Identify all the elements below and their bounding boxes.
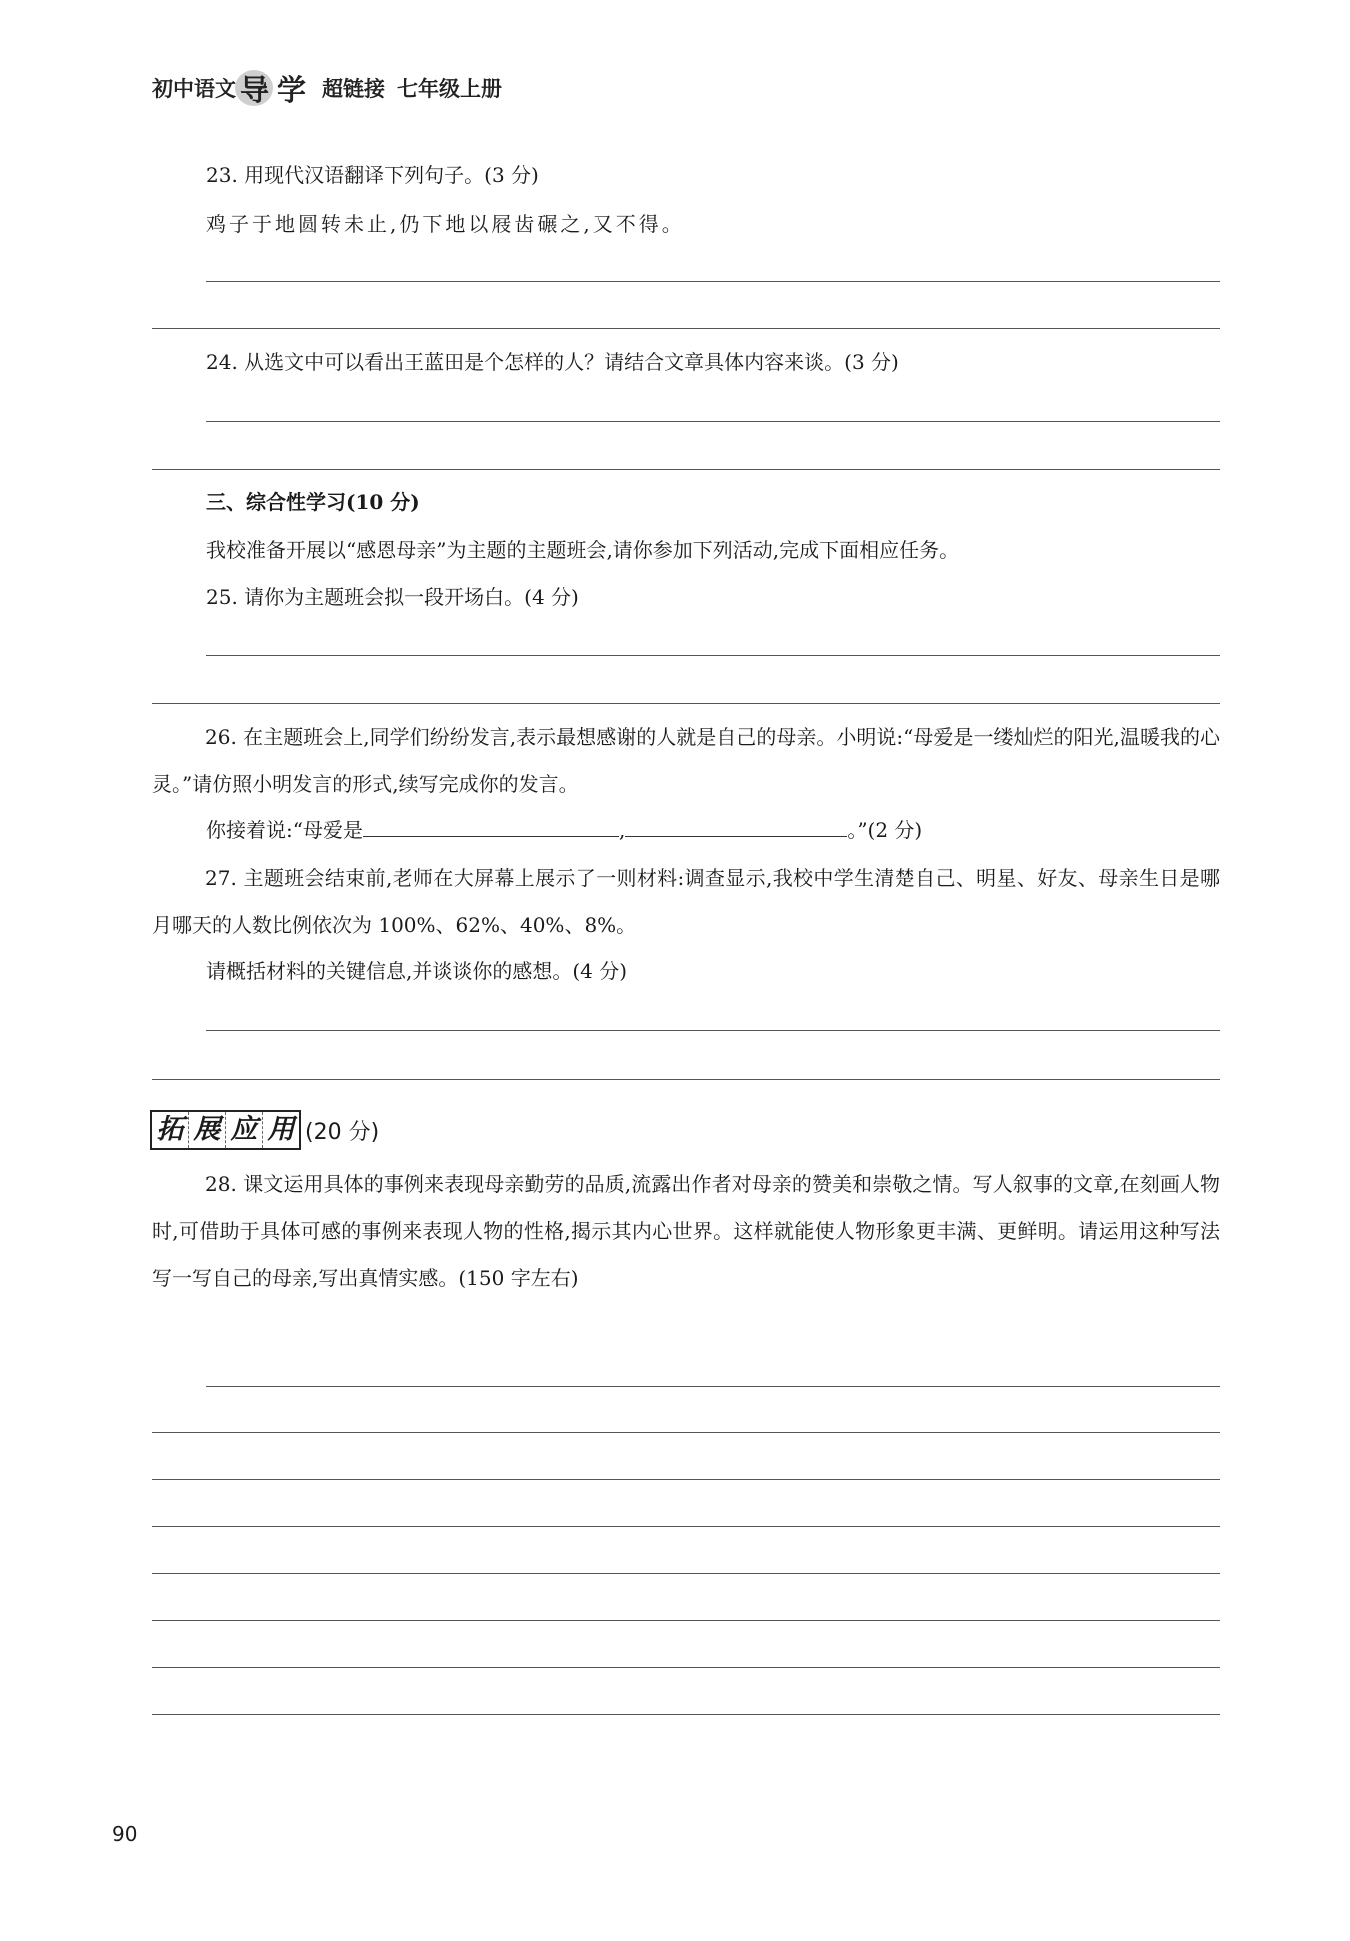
- expand-char-2: 展: [189, 1112, 226, 1148]
- q27-text: 27. 主题班会结束前,老师在大屏幕上展示了一则材料:调查显示,我校中学生清楚自己、明星、好友、母亲生日是哪月哪天的人数比例依次为 100%、62%、40%、8%。: [152, 866, 1220, 937]
- q26-text: 26. 在主题班会上,同学们纷纷发言,表示最想感谢的人就是自己的母亲。小明说:“母爱是一缕灿烂的阳光,温暖我的心灵。”请仿照小明发言的形式,续写完成你的发言。: [152, 725, 1220, 796]
- q27-answer-line-1[interactable]: [206, 1030, 1220, 1031]
- header-dao-char: 导: [238, 68, 271, 109]
- section3-heading: 三、综合性学习(10 分): [206, 490, 420, 514]
- q28-answer-line-2[interactable]: [152, 1432, 1220, 1433]
- q26-comma: ,: [618, 818, 626, 842]
- q26-blank-2[interactable]: [625, 816, 847, 837]
- header-subject: 初中语文: [152, 77, 236, 101]
- expand-char-1: 拓: [152, 1112, 189, 1148]
- q26-prefix: 你接着说:“母爱是: [206, 818, 363, 842]
- expand-char-4: 用: [267, 1114, 295, 1145]
- q24-title: 24. 从选文中可以看出王蓝田是个怎样的人？请结合文章具体内容来谈。(3 分): [206, 350, 899, 374]
- q28-text: 28. 课文运用具体的事例来表现母亲勤劳的品质,流露出作者对母亲的赞美和崇敬之情。写人叙事的文章,在刻画人物时,可借助于具体可感的事例来表现人物的性格,揭示其内心世界。这样就能使人物形象更丰满、更鲜明。请运用这种写法写一写自己的母亲,写出真情实感。(150 字左右): [152, 1172, 1220, 1290]
- q28-answer-line-8[interactable]: [152, 1714, 1220, 1715]
- header-grade: 七年级上册: [397, 77, 503, 101]
- expand-section-title: [150, 1108, 379, 1152]
- q28-answer-line-7[interactable]: [152, 1667, 1220, 1668]
- q25-answer-line-2[interactable]: [152, 703, 1220, 704]
- section3-intro: 我校准备开展以“感恩母亲”为主题的主题班会,请你参加下列活动,完成下面相应任务。: [206, 538, 960, 562]
- q26-fill-row: [206, 815, 922, 845]
- q24-answer-line-2[interactable]: [152, 469, 1220, 470]
- header-series: 超链接: [322, 77, 386, 101]
- q23-answer-line-1[interactable]: [206, 281, 1220, 282]
- q27-answer-line-2[interactable]: [152, 1079, 1220, 1080]
- q24-answer-line-1[interactable]: [206, 421, 1220, 422]
- q25-title: 25. 请你为主题班会拟一段开场白。(4 分): [206, 585, 579, 609]
- q25-answer-line-1[interactable]: [206, 655, 1220, 656]
- q23-sentence: 鸡子于地圆转未止,仍下地以屐齿碾之,又不得。: [206, 212, 685, 236]
- q26-blank-1[interactable]: [363, 816, 619, 837]
- q28-answer-line-1[interactable]: [206, 1386, 1220, 1387]
- q26-suffix: 。”(2 分): [847, 818, 923, 842]
- expand-score: (20 分): [305, 1119, 380, 1145]
- q27-ask: 请概括材料的关键信息,并谈谈你的感想。(4 分): [206, 959, 628, 983]
- q28-answer-line-3[interactable]: [152, 1479, 1220, 1480]
- book-header: [152, 68, 502, 108]
- expand-title-boxes: [150, 1110, 301, 1150]
- header-xue-char: 学: [277, 72, 307, 107]
- q23-title: 23. 用现代汉语翻译下列句子。(3 分): [206, 163, 539, 187]
- expand-char-3: 应: [226, 1112, 263, 1148]
- q28-answer-line-5[interactable]: [152, 1573, 1220, 1574]
- q28-answer-line-4[interactable]: [152, 1526, 1220, 1527]
- page-number: 90: [112, 1822, 138, 1846]
- q28-answer-line-6[interactable]: [152, 1620, 1220, 1621]
- q23-answer-line-2[interactable]: [152, 328, 1220, 329]
